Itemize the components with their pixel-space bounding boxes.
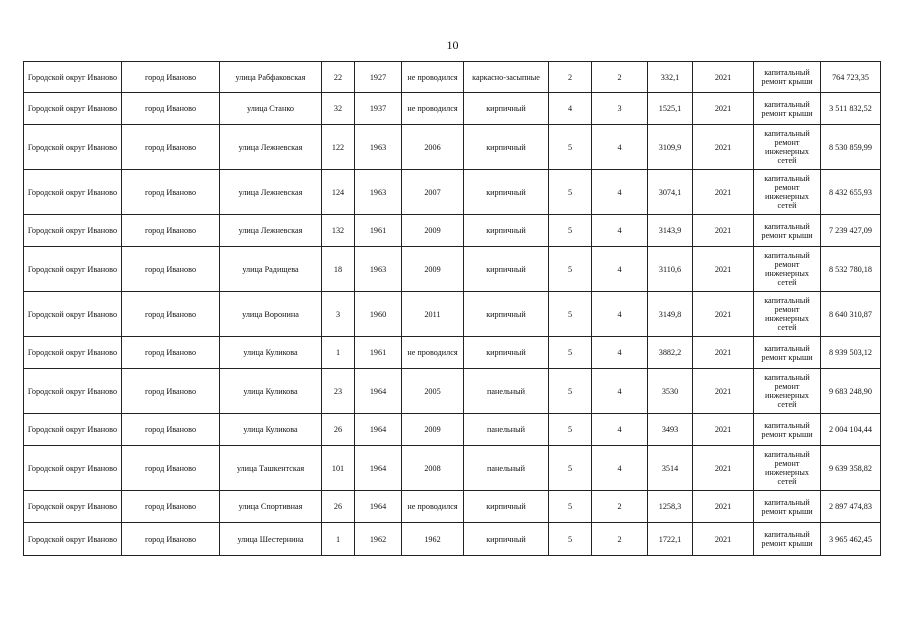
cell-floors: 5 [549, 414, 592, 446]
cell-area: 3109,9 [648, 125, 693, 170]
cell-plan-year: 2021 [693, 125, 754, 170]
cell-work-type: капитальный ремонт крыши [754, 491, 821, 523]
cell-last-repair: не проводился [402, 337, 464, 369]
cell-floors: 5 [549, 170, 592, 215]
cell-city: город Иваново [122, 170, 220, 215]
cell-last-repair: 2009 [402, 215, 464, 247]
cell-wall-material: панельный [464, 369, 549, 414]
cell-floors: 5 [549, 491, 592, 523]
cell-entrances: 2 [592, 491, 648, 523]
cell-house: 32 [322, 93, 355, 125]
cell-work-type: капитальный ремонт крыши [754, 523, 821, 556]
cell-house: 101 [322, 446, 355, 491]
cell-cost: 9 639 358,82 [821, 446, 881, 491]
table-row [24, 292, 881, 337]
cell-floors: 5 [549, 446, 592, 491]
cell-plan-year: 2021 [693, 491, 754, 523]
cell-entrances: 2 [592, 62, 648, 93]
cell-wall-material: кирпичный [464, 337, 549, 369]
cell-wall-material: панельный [464, 414, 549, 446]
cell-entrances: 4 [592, 414, 648, 446]
cell-entrances: 4 [592, 215, 648, 247]
cell-year-built: 1960 [355, 292, 402, 337]
cell-area: 3110,6 [648, 247, 693, 292]
cell-area: 3530 [648, 369, 693, 414]
cell-wall-material: панельный [464, 446, 549, 491]
cell-city: город Иваново [122, 446, 220, 491]
cell-district: Городской округ Иваново [24, 446, 122, 491]
cell-street: улица Лежневская [220, 215, 322, 247]
cell-entrances: 4 [592, 247, 648, 292]
cell-house: 26 [322, 414, 355, 446]
cell-last-repair: не проводился [402, 491, 464, 523]
cell-district: Городской округ Иваново [24, 292, 122, 337]
cell-last-repair: 2009 [402, 414, 464, 446]
cell-wall-material: кирпичный [464, 292, 549, 337]
table-row [24, 247, 881, 292]
cell-cost: 764 723,35 [821, 62, 881, 93]
cell-city: город Иваново [122, 414, 220, 446]
cell-house: 122 [322, 125, 355, 170]
cell-street: улица Куликова [220, 369, 322, 414]
cell-area: 1525,1 [648, 93, 693, 125]
cell-area: 3074,1 [648, 170, 693, 215]
cell-last-repair: 2006 [402, 125, 464, 170]
cell-plan-year: 2021 [693, 446, 754, 491]
cell-area: 332,1 [648, 62, 693, 93]
cell-plan-year: 2021 [693, 215, 754, 247]
cell-city: город Иваново [122, 292, 220, 337]
cell-floors: 4 [549, 93, 592, 125]
cell-floors: 2 [549, 62, 592, 93]
cell-cost: 8 640 310,87 [821, 292, 881, 337]
cell-wall-material: каркасно-засыпные [464, 62, 549, 93]
cell-plan-year: 2021 [693, 292, 754, 337]
cell-last-repair: 2005 [402, 369, 464, 414]
cell-floors: 5 [549, 369, 592, 414]
cell-area: 1722,1 [648, 523, 693, 556]
table-row [24, 170, 881, 215]
cell-street: улица Воронина [220, 292, 322, 337]
cell-year-built: 1937 [355, 93, 402, 125]
cell-plan-year: 2021 [693, 247, 754, 292]
cell-entrances: 2 [592, 523, 648, 556]
cell-year-built: 1963 [355, 125, 402, 170]
cell-last-repair: не проводился [402, 93, 464, 125]
cell-city: город Иваново [122, 125, 220, 170]
cell-entrances: 4 [592, 125, 648, 170]
cell-wall-material: кирпичный [464, 523, 549, 556]
cell-city: город Иваново [122, 62, 220, 93]
table-row [24, 125, 881, 170]
cell-city: город Иваново [122, 337, 220, 369]
cell-floors: 5 [549, 125, 592, 170]
cell-last-repair: не проводился [402, 62, 464, 93]
cell-street: улица Куликова [220, 337, 322, 369]
table-row [24, 414, 881, 446]
cell-work-type: капитальный ремонт инженерных сетей [754, 292, 821, 337]
cell-entrances: 4 [592, 337, 648, 369]
cell-district: Городской округ Иваново [24, 491, 122, 523]
cell-entrances: 4 [592, 369, 648, 414]
table-row [24, 215, 881, 247]
cell-cost: 3 965 462,45 [821, 523, 881, 556]
cell-last-repair: 2011 [402, 292, 464, 337]
cell-cost: 2 897 474,83 [821, 491, 881, 523]
cell-street: улица Радищева [220, 247, 322, 292]
cell-area: 3882,2 [648, 337, 693, 369]
cell-year-built: 1961 [355, 215, 402, 247]
cell-year-built: 1961 [355, 337, 402, 369]
cell-entrances: 4 [592, 446, 648, 491]
cell-year-built: 1964 [355, 369, 402, 414]
cell-work-type: капитальный ремонт крыши [754, 215, 821, 247]
cell-wall-material: кирпичный [464, 247, 549, 292]
cell-work-type: капитальный ремонт крыши [754, 337, 821, 369]
cell-year-built: 1962 [355, 523, 402, 556]
cell-plan-year: 2021 [693, 369, 754, 414]
cell-last-repair: 2007 [402, 170, 464, 215]
cell-wall-material: кирпичный [464, 491, 549, 523]
cell-floors: 5 [549, 215, 592, 247]
cell-district: Городской округ Иваново [24, 125, 122, 170]
cell-plan-year: 2021 [693, 170, 754, 215]
cell-house: 18 [322, 247, 355, 292]
cell-street: улица Куликова [220, 414, 322, 446]
cell-house: 3 [322, 292, 355, 337]
cell-district: Городской округ Иваново [24, 62, 122, 93]
cell-street: улица Лежневская [220, 170, 322, 215]
cell-floors: 5 [549, 292, 592, 337]
cell-city: город Иваново [122, 491, 220, 523]
cell-wall-material: кирпичный [464, 215, 549, 247]
cell-street: улица Спортивная [220, 491, 322, 523]
cell-district: Городской округ Иваново [24, 337, 122, 369]
cell-cost: 8 432 655,93 [821, 170, 881, 215]
cell-district: Городской округ Иваново [24, 369, 122, 414]
cell-wall-material: кирпичный [464, 93, 549, 125]
cell-city: город Иваново [122, 369, 220, 414]
cell-entrances: 3 [592, 93, 648, 125]
cell-cost: 3 511 832,52 [821, 93, 881, 125]
cell-work-type: капитальный ремонт крыши [754, 93, 821, 125]
cell-floors: 5 [549, 337, 592, 369]
cell-wall-material: кирпичный [464, 125, 549, 170]
table-row [24, 446, 881, 491]
cell-work-type: капитальный ремонт инженерных сетей [754, 369, 821, 414]
cell-cost: 7 239 427,09 [821, 215, 881, 247]
cell-house: 1 [322, 523, 355, 556]
cell-work-type: капитальный ремонт инженерных сетей [754, 170, 821, 215]
cell-plan-year: 2021 [693, 62, 754, 93]
cell-district: Городской округ Иваново [24, 93, 122, 125]
cell-work-type: капитальный ремонт инженерных сетей [754, 125, 821, 170]
cell-year-built: 1964 [355, 446, 402, 491]
cell-city: город Иваново [122, 523, 220, 556]
cell-street: улица Рабфаковская [220, 62, 322, 93]
cell-house: 132 [322, 215, 355, 247]
cell-work-type: капитальный ремонт инженерных сетей [754, 247, 821, 292]
cell-street: улица Станко [220, 93, 322, 125]
page-number: 10 [446, 38, 459, 52]
cell-street: улица Ташкентская [220, 446, 322, 491]
cell-cost: 8 532 780,18 [821, 247, 881, 292]
cell-floors: 5 [549, 523, 592, 556]
cell-house: 23 [322, 369, 355, 414]
cell-area: 3493 [648, 414, 693, 446]
cell-cost: 8 939 503,12 [821, 337, 881, 369]
cell-city: город Иваново [122, 215, 220, 247]
cell-plan-year: 2021 [693, 414, 754, 446]
cell-work-type: капитальный ремонт крыши [754, 414, 821, 446]
cell-plan-year: 2021 [693, 337, 754, 369]
table-row [24, 369, 881, 414]
cell-house: 1 [322, 337, 355, 369]
cell-year-built: 1963 [355, 170, 402, 215]
cell-district: Городской округ Иваново [24, 414, 122, 446]
table-row [24, 93, 881, 125]
cell-work-type: капитальный ремонт крыши [754, 62, 821, 93]
cell-street: улица Лежневская [220, 125, 322, 170]
cell-year-built: 1963 [355, 247, 402, 292]
cell-district: Городской округ Иваново [24, 170, 122, 215]
cell-district: Городской округ Иваново [24, 247, 122, 292]
cell-house: 124 [322, 170, 355, 215]
cell-house: 22 [322, 62, 355, 93]
cell-cost: 2 004 104,44 [821, 414, 881, 446]
cell-last-repair: 2009 [402, 247, 464, 292]
cell-area: 3143,9 [648, 215, 693, 247]
cell-last-repair: 2008 [402, 446, 464, 491]
cell-plan-year: 2021 [693, 93, 754, 125]
table-row [24, 491, 881, 523]
cell-entrances: 4 [592, 170, 648, 215]
cell-area: 3149,8 [648, 292, 693, 337]
cell-year-built: 1927 [355, 62, 402, 93]
cell-cost: 9 683 248,90 [821, 369, 881, 414]
cell-floors: 5 [549, 247, 592, 292]
table-row [24, 337, 881, 369]
cell-area: 3514 [648, 446, 693, 491]
cell-city: город Иваново [122, 247, 220, 292]
housing-repair-table [23, 61, 881, 556]
cell-wall-material: кирпичный [464, 170, 549, 215]
cell-city: город Иваново [122, 93, 220, 125]
cell-entrances: 4 [592, 292, 648, 337]
cell-cost: 8 530 859,99 [821, 125, 881, 170]
cell-last-repair: 1962 [402, 523, 464, 556]
cell-area: 1258,3 [648, 491, 693, 523]
table-row [24, 523, 881, 556]
table-body [24, 62, 881, 556]
cell-district: Городской округ Иваново [24, 523, 122, 556]
cell-street: улица Шестернина [220, 523, 322, 556]
cell-house: 26 [322, 491, 355, 523]
cell-work-type: капитальный ремонт инженерных сетей [754, 446, 821, 491]
cell-year-built: 1964 [355, 414, 402, 446]
cell-district: Городской округ Иваново [24, 215, 122, 247]
table-row [24, 62, 881, 93]
cell-year-built: 1964 [355, 491, 402, 523]
cell-plan-year: 2021 [693, 523, 754, 556]
